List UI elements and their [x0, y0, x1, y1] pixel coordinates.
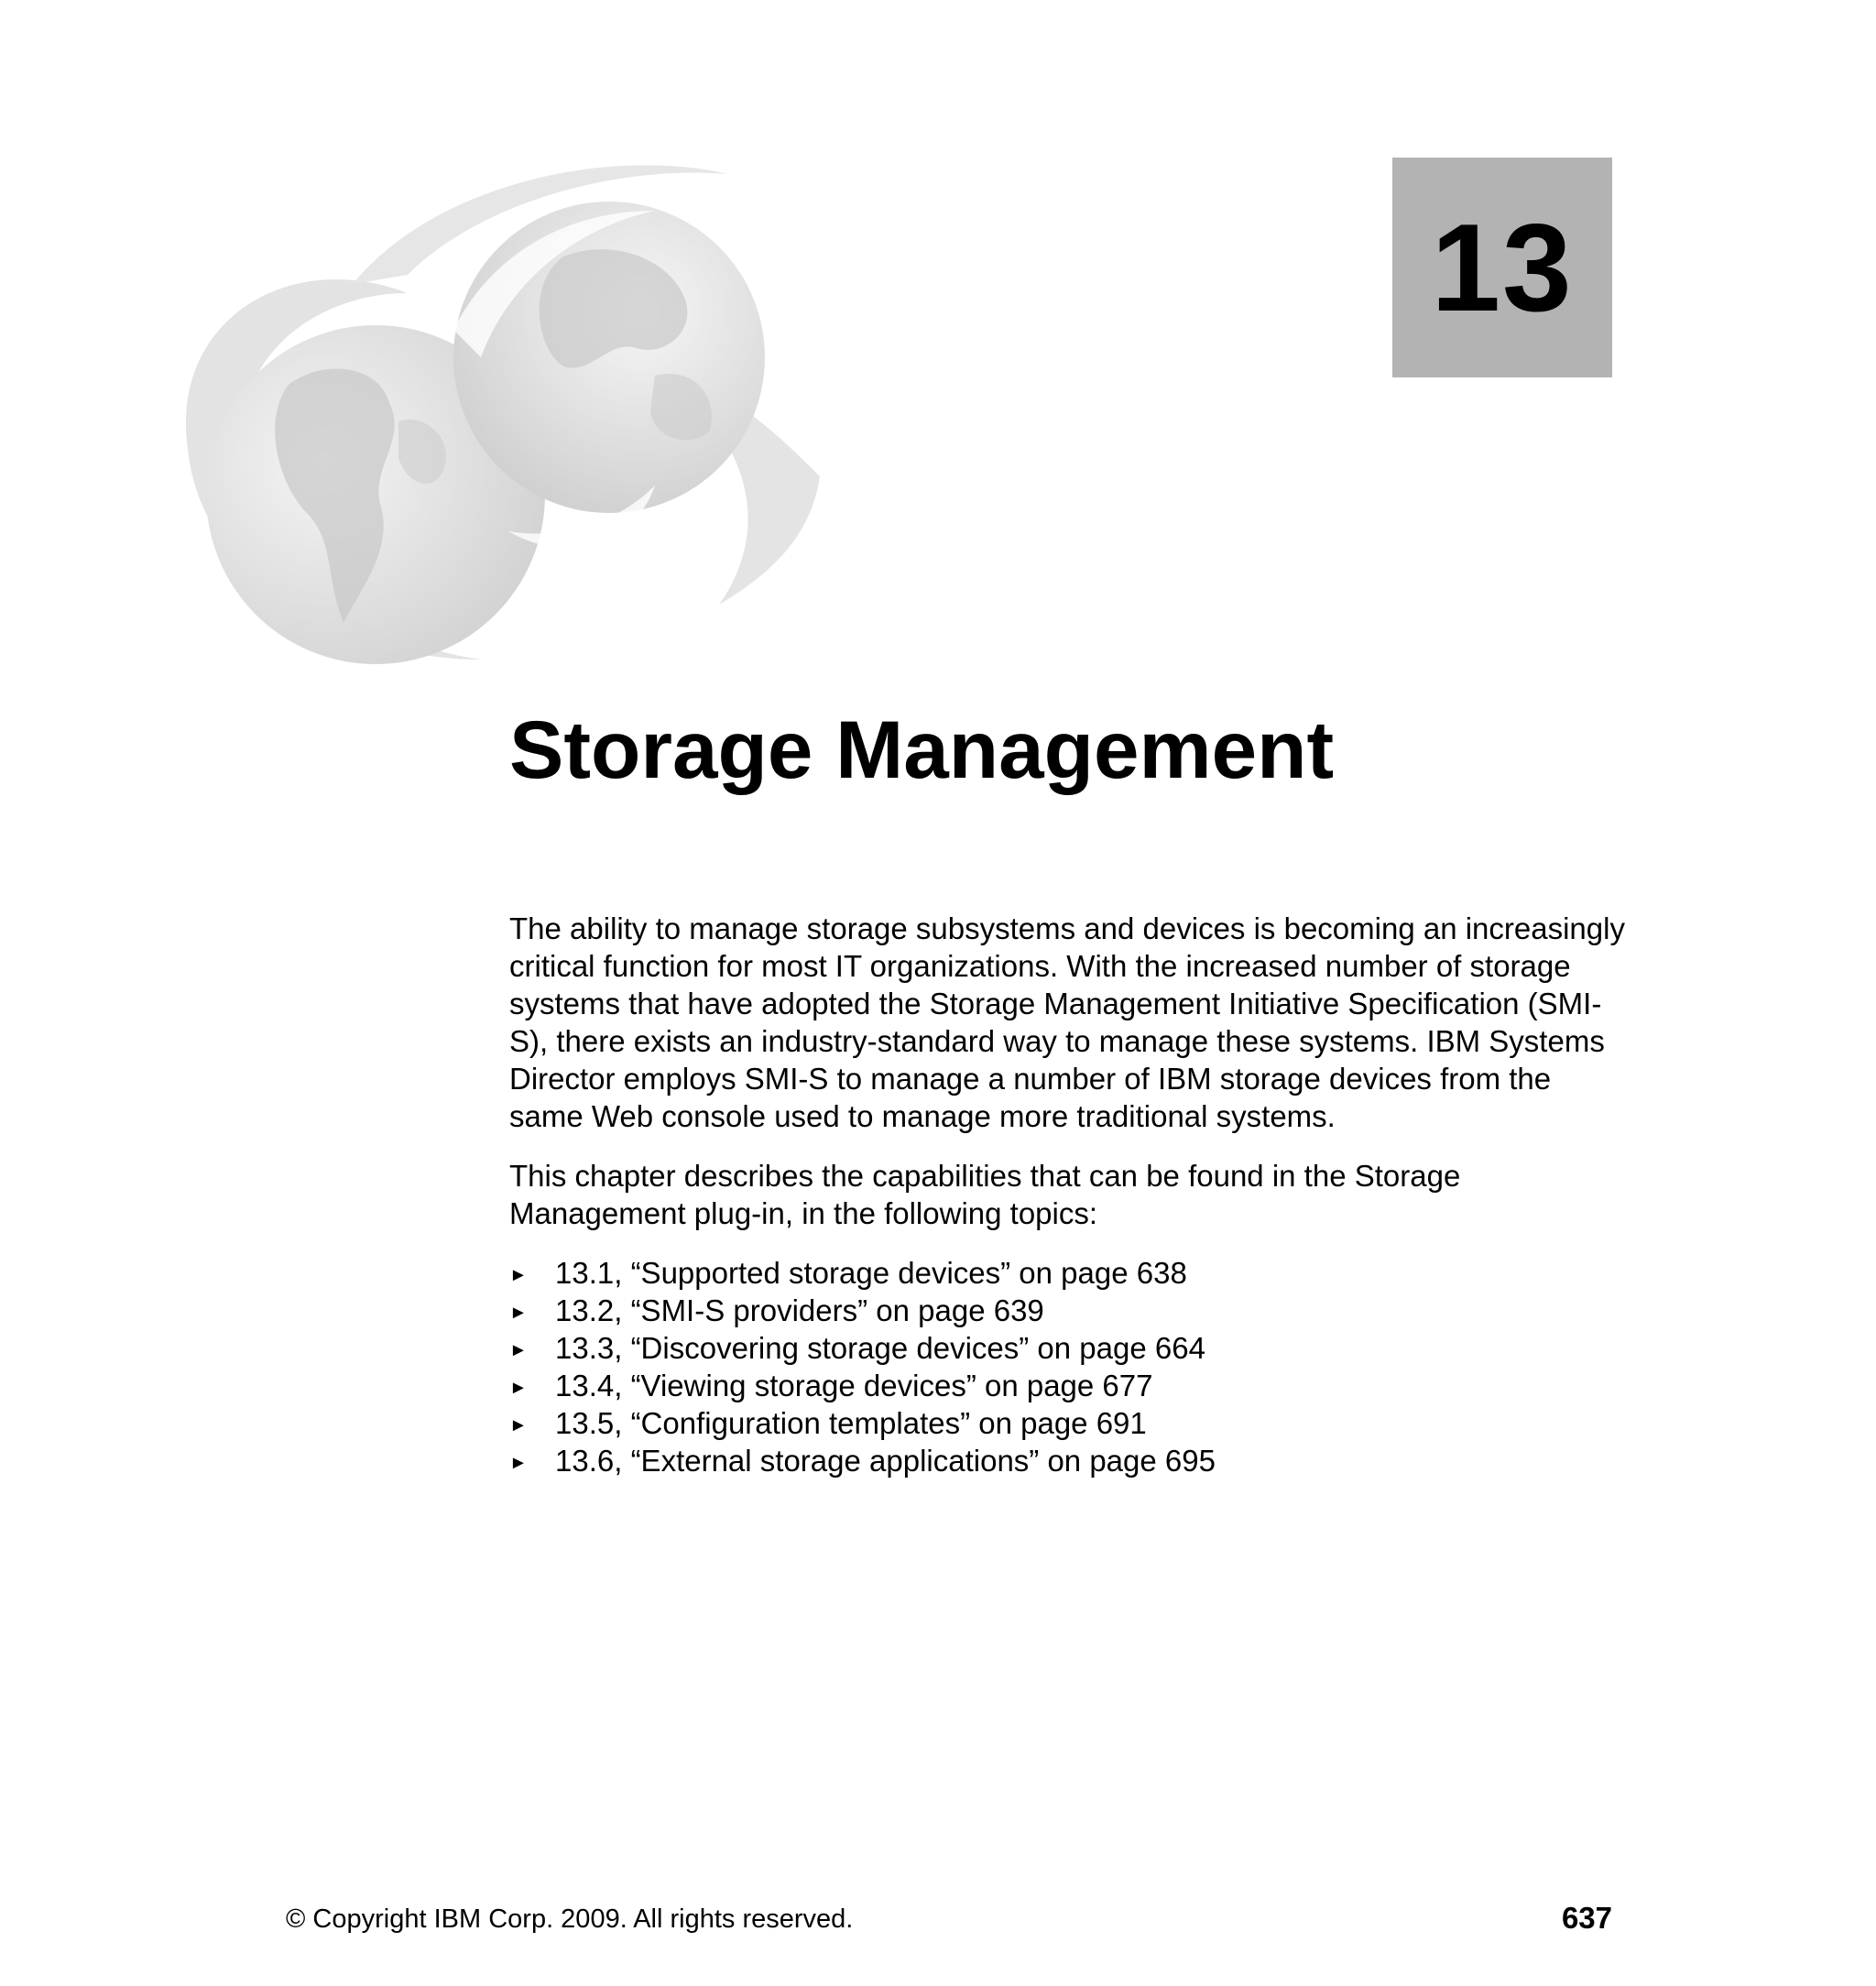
topic-link[interactable]: 13.3, “Discovering storage devices” on page 664 — [555, 1331, 1205, 1365]
chapter-number: 13 — [1431, 198, 1574, 337]
topic-link[interactable]: 13.2, “SMI-S providers” on page 639 — [555, 1293, 1044, 1327]
bullet-triangle-icon: ► — [509, 1415, 528, 1435]
topics-intro-paragraph: This chapter describes the capabilities that can be found in the Storage Management plug-in, in the following topics: — [509, 1159, 1461, 1230]
topic-link[interactable]: 13.1, “Supported storage devices” on page 638 — [555, 1256, 1187, 1290]
topic-list — [509, 1254, 1631, 1479]
bullet-triangle-icon: ► — [509, 1303, 528, 1323]
globe-swirl-graphic — [179, 147, 838, 678]
footer-page-number: 637 — [1561, 1901, 1612, 1935]
chapter-body — [509, 910, 1631, 1479]
list-item — [509, 1254, 1631, 1292]
topic-link[interactable]: 13.6, “External storage applications” on page 695 — [555, 1444, 1216, 1478]
topic-link[interactable]: 13.5, “Configuration templates” on page 691 — [555, 1406, 1147, 1440]
bullet-triangle-icon: ► — [509, 1453, 528, 1473]
list-item — [509, 1404, 1631, 1442]
list-item — [509, 1442, 1631, 1479]
chapter-title: Storage Management — [509, 704, 1335, 795]
footer-copyright: © Copyright IBM Corp. 2009. All rights reserved. — [286, 1904, 854, 1934]
topic-link[interactable]: 13.4, “Viewing storage devices” on page 677 — [555, 1369, 1153, 1402]
bullet-triangle-icon: ► — [509, 1378, 528, 1398]
chapter-number-box — [1392, 158, 1612, 377]
bullet-triangle-icon: ► — [509, 1265, 528, 1285]
list-item — [509, 1367, 1631, 1404]
list-item — [509, 1292, 1631, 1329]
bullet-triangle-icon: ► — [509, 1340, 528, 1360]
intro-paragraph: The ability to manage storage subsystems and devices is becoming an increasingly critical function for most IT organizations. With the increased number of storage systems that have adopted the Storage Management Initiative Specification (SMI-S), there exists an industry-standard way to manage these systems. IBM Systems Director employs SMI-S to manage a number of IBM storage devices from the same Web console used to manage more traditional systems. — [509, 911, 1625, 1133]
list-item — [509, 1329, 1631, 1367]
